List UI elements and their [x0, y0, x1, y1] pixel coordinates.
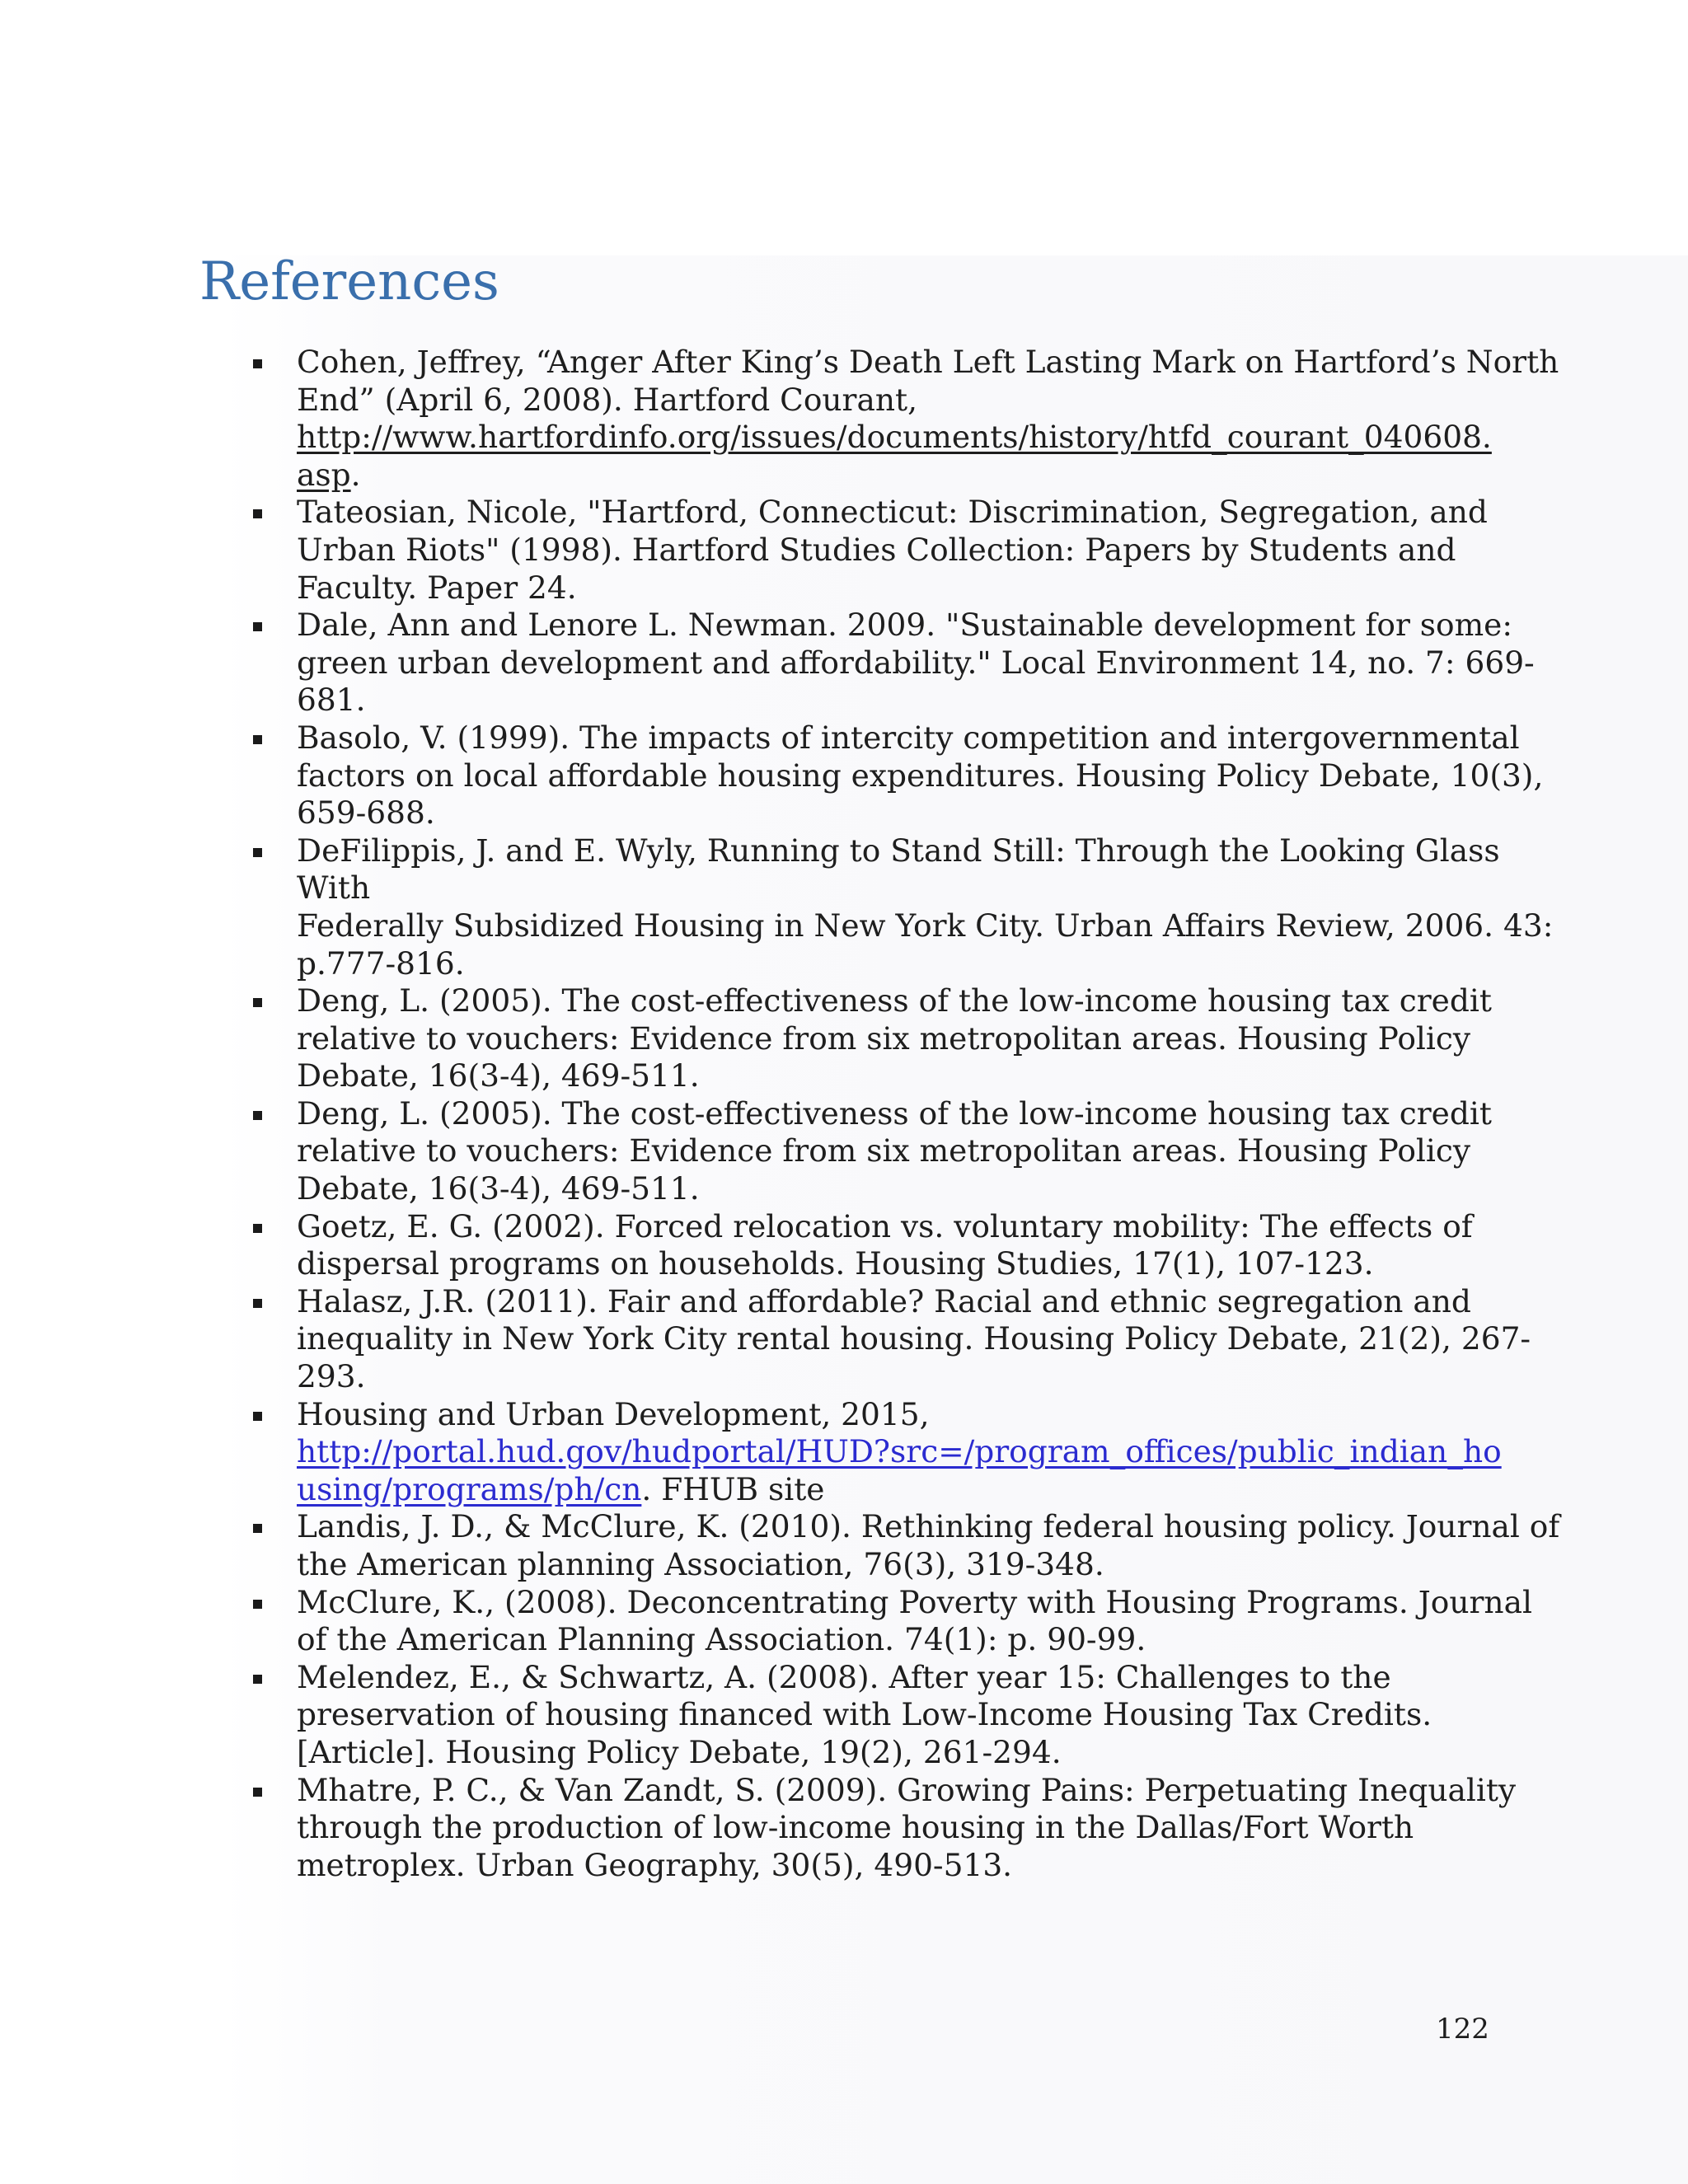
reference-line: 293. — [297, 1358, 366, 1395]
reference-link-line — [297, 457, 1500, 494]
reference-link[interactable]: http://portal.hud.gov/hudportal/HUD?src=/program_offices/public_indian_ho — [297, 1433, 1502, 1470]
page-title: References — [199, 251, 499, 312]
square-bullet-icon — [253, 848, 262, 857]
reference-item — [297, 1583, 1532, 1659]
reference-item — [297, 1396, 1500, 1509]
square-bullet-icon — [253, 1224, 262, 1233]
reference-link-line — [297, 419, 1500, 457]
reference-line: Cohen, Jeffrey, “Anger After King’s Death Left Lasting Mark on Hartford’s North — [297, 344, 1559, 380]
reference-line: Debate, 16(3-4), 469-511. — [297, 1170, 700, 1207]
reference-line: 659-688. — [297, 794, 435, 832]
reference-item — [297, 982, 1500, 1095]
square-bullet-icon — [253, 1788, 262, 1797]
reference-line: Goetz, E. G. (2002). Forced relocation vs. voluntary mobility: The effects of — [297, 1207, 1473, 1244]
reference-line: McClure, K., (2008). Deconcentrating Poverty with Housing Programs. Journal — [297, 1583, 1532, 1620]
reference-line: Deng, L. (2005). The cost-effectiveness of the low-income housing tax credit — [297, 1094, 1492, 1132]
reference-line: Mhatre, P. C., & Van Zandt, S. (2009). Growing Pains: Perpetuating Inequality — [297, 1771, 1517, 1808]
reference-item — [297, 1095, 1500, 1208]
reference-link-line — [297, 1433, 1500, 1471]
reference-line: of the American Planning Association. 74(1): p. 90-99. — [297, 1621, 1146, 1658]
reference-link[interactable]: using/programs/ph/cn — [297, 1470, 642, 1507]
reference-item — [297, 1282, 1531, 1396]
reference-line: Faculty. Paper 24. — [297, 569, 577, 606]
reference-line: With — [297, 869, 371, 907]
square-bullet-icon — [253, 998, 262, 1007]
square-bullet-icon — [253, 1524, 262, 1533]
reference-item — [297, 1659, 1500, 1772]
reference-line: Basolo, V. (1999). The impacts of intercity competition and intergovernmental — [297, 719, 1520, 756]
reference-line: Tateosian, Nicole, "Hartford, Connecticut: Discrimination, Segregation, and — [297, 494, 1488, 531]
reference-line: Urban Riots" (1998). Hartford Studies Collection: Papers by Students and — [297, 531, 1456, 568]
page-number: 122 — [1436, 2013, 1489, 2046]
reference-line: Landis, J. D., & McClure, K. (2010). Rethinking federal housing policy. Journal of — [297, 1508, 1560, 1545]
reference-line: inequality in New York City rental housing. Housing Policy Debate, 21(2), 267- — [297, 1320, 1531, 1357]
reference-line: relative to vouchers: Evidence from six metropolitan areas. Housing Policy — [297, 1019, 1471, 1057]
square-bullet-icon — [253, 735, 262, 744]
reference-item — [297, 1771, 1517, 1885]
reference-line: Deng, L. (2005). The cost-effectiveness of the low-income housing tax credit — [297, 982, 1492, 1019]
reference-line: p.777-816. — [297, 944, 465, 982]
reference-line: Housing and Urban Development, 2015, — [297, 1395, 930, 1432]
reference-line: 681. — [297, 682, 366, 719]
reference-item — [297, 1508, 1560, 1583]
square-bullet-icon — [253, 359, 262, 368]
reference-line: dispersal programs on households. Housing Studies, 17(1), 107-123. — [297, 1245, 1374, 1282]
reference-line: green urban development and affordability." Local Environment 14, no. 7: 669- — [297, 644, 1535, 681]
reference-line: End” (April 6, 2008). Hartford Courant, — [297, 381, 917, 418]
reference-link[interactable]: asp — [297, 456, 351, 493]
reference-line: Halasz, J.R. (2011). Fair and affordable? Racial and ethnic segregation and — [297, 1282, 1471, 1319]
reference-list — [297, 344, 1560, 1884]
square-bullet-icon — [253, 622, 262, 631]
reference-line: through the production of low-income housing in the Dallas/Fort Worth — [297, 1809, 1414, 1846]
reference-item — [297, 607, 1535, 719]
reference-text: . — [350, 456, 361, 493]
reference-line: preservation of housing financed with Low-Income Housing Tax Credits. — [297, 1696, 1432, 1733]
reference-item — [297, 494, 1500, 607]
square-bullet-icon — [253, 1412, 262, 1421]
reference-line: relative to vouchers: Evidence from six metropolitan areas. Housing Policy — [297, 1132, 1471, 1169]
reference-link[interactable]: http://www.hartfordinfo.org/issues/documents/history/htfd_courant_040608. — [297, 419, 1492, 456]
reference-line: Dale, Ann and Lenore L. Newman. 2009. "Sustainable development for some: — [297, 607, 1513, 644]
reference-item — [297, 832, 1554, 982]
square-bullet-icon — [253, 1600, 262, 1609]
reference-line: factors on local affordable housing expenditures. Housing Policy Debate, 10(3), — [297, 757, 1544, 794]
reference-line: [Article]. Housing Policy Debate, 19(2), 261-294. — [297, 1733, 1062, 1770]
reference-line: Debate, 16(3-4), 469-511. — [297, 1057, 700, 1094]
reference-link-line — [297, 1471, 1500, 1509]
reference-line: Federally Subsidized Housing in New York City. Urban Affairs Review, 2006. 43: — [297, 907, 1554, 944]
reference-item — [297, 1208, 1500, 1283]
reference-item — [297, 719, 1544, 832]
square-bullet-icon — [253, 1111, 262, 1120]
reference-line: Melendez, E., & Schwartz, A. (2008). After year 15: Challenges to the — [297, 1658, 1391, 1695]
reference-line: metroplex. Urban Geography, 30(5), 490-513. — [297, 1846, 1013, 1883]
reference-line: the American planning Association, 76(3), 319-348. — [297, 1546, 1104, 1582]
reference-item — [297, 344, 1559, 494]
reference-text: . FHUB site — [641, 1470, 825, 1507]
reference-line: DeFilippis, J. and E. Wyly, Running to Stand Still: Through the Looking Glass — [297, 832, 1500, 869]
square-bullet-icon — [253, 509, 262, 518]
square-bullet-icon — [253, 1675, 262, 1684]
square-bullet-icon — [253, 1299, 262, 1308]
